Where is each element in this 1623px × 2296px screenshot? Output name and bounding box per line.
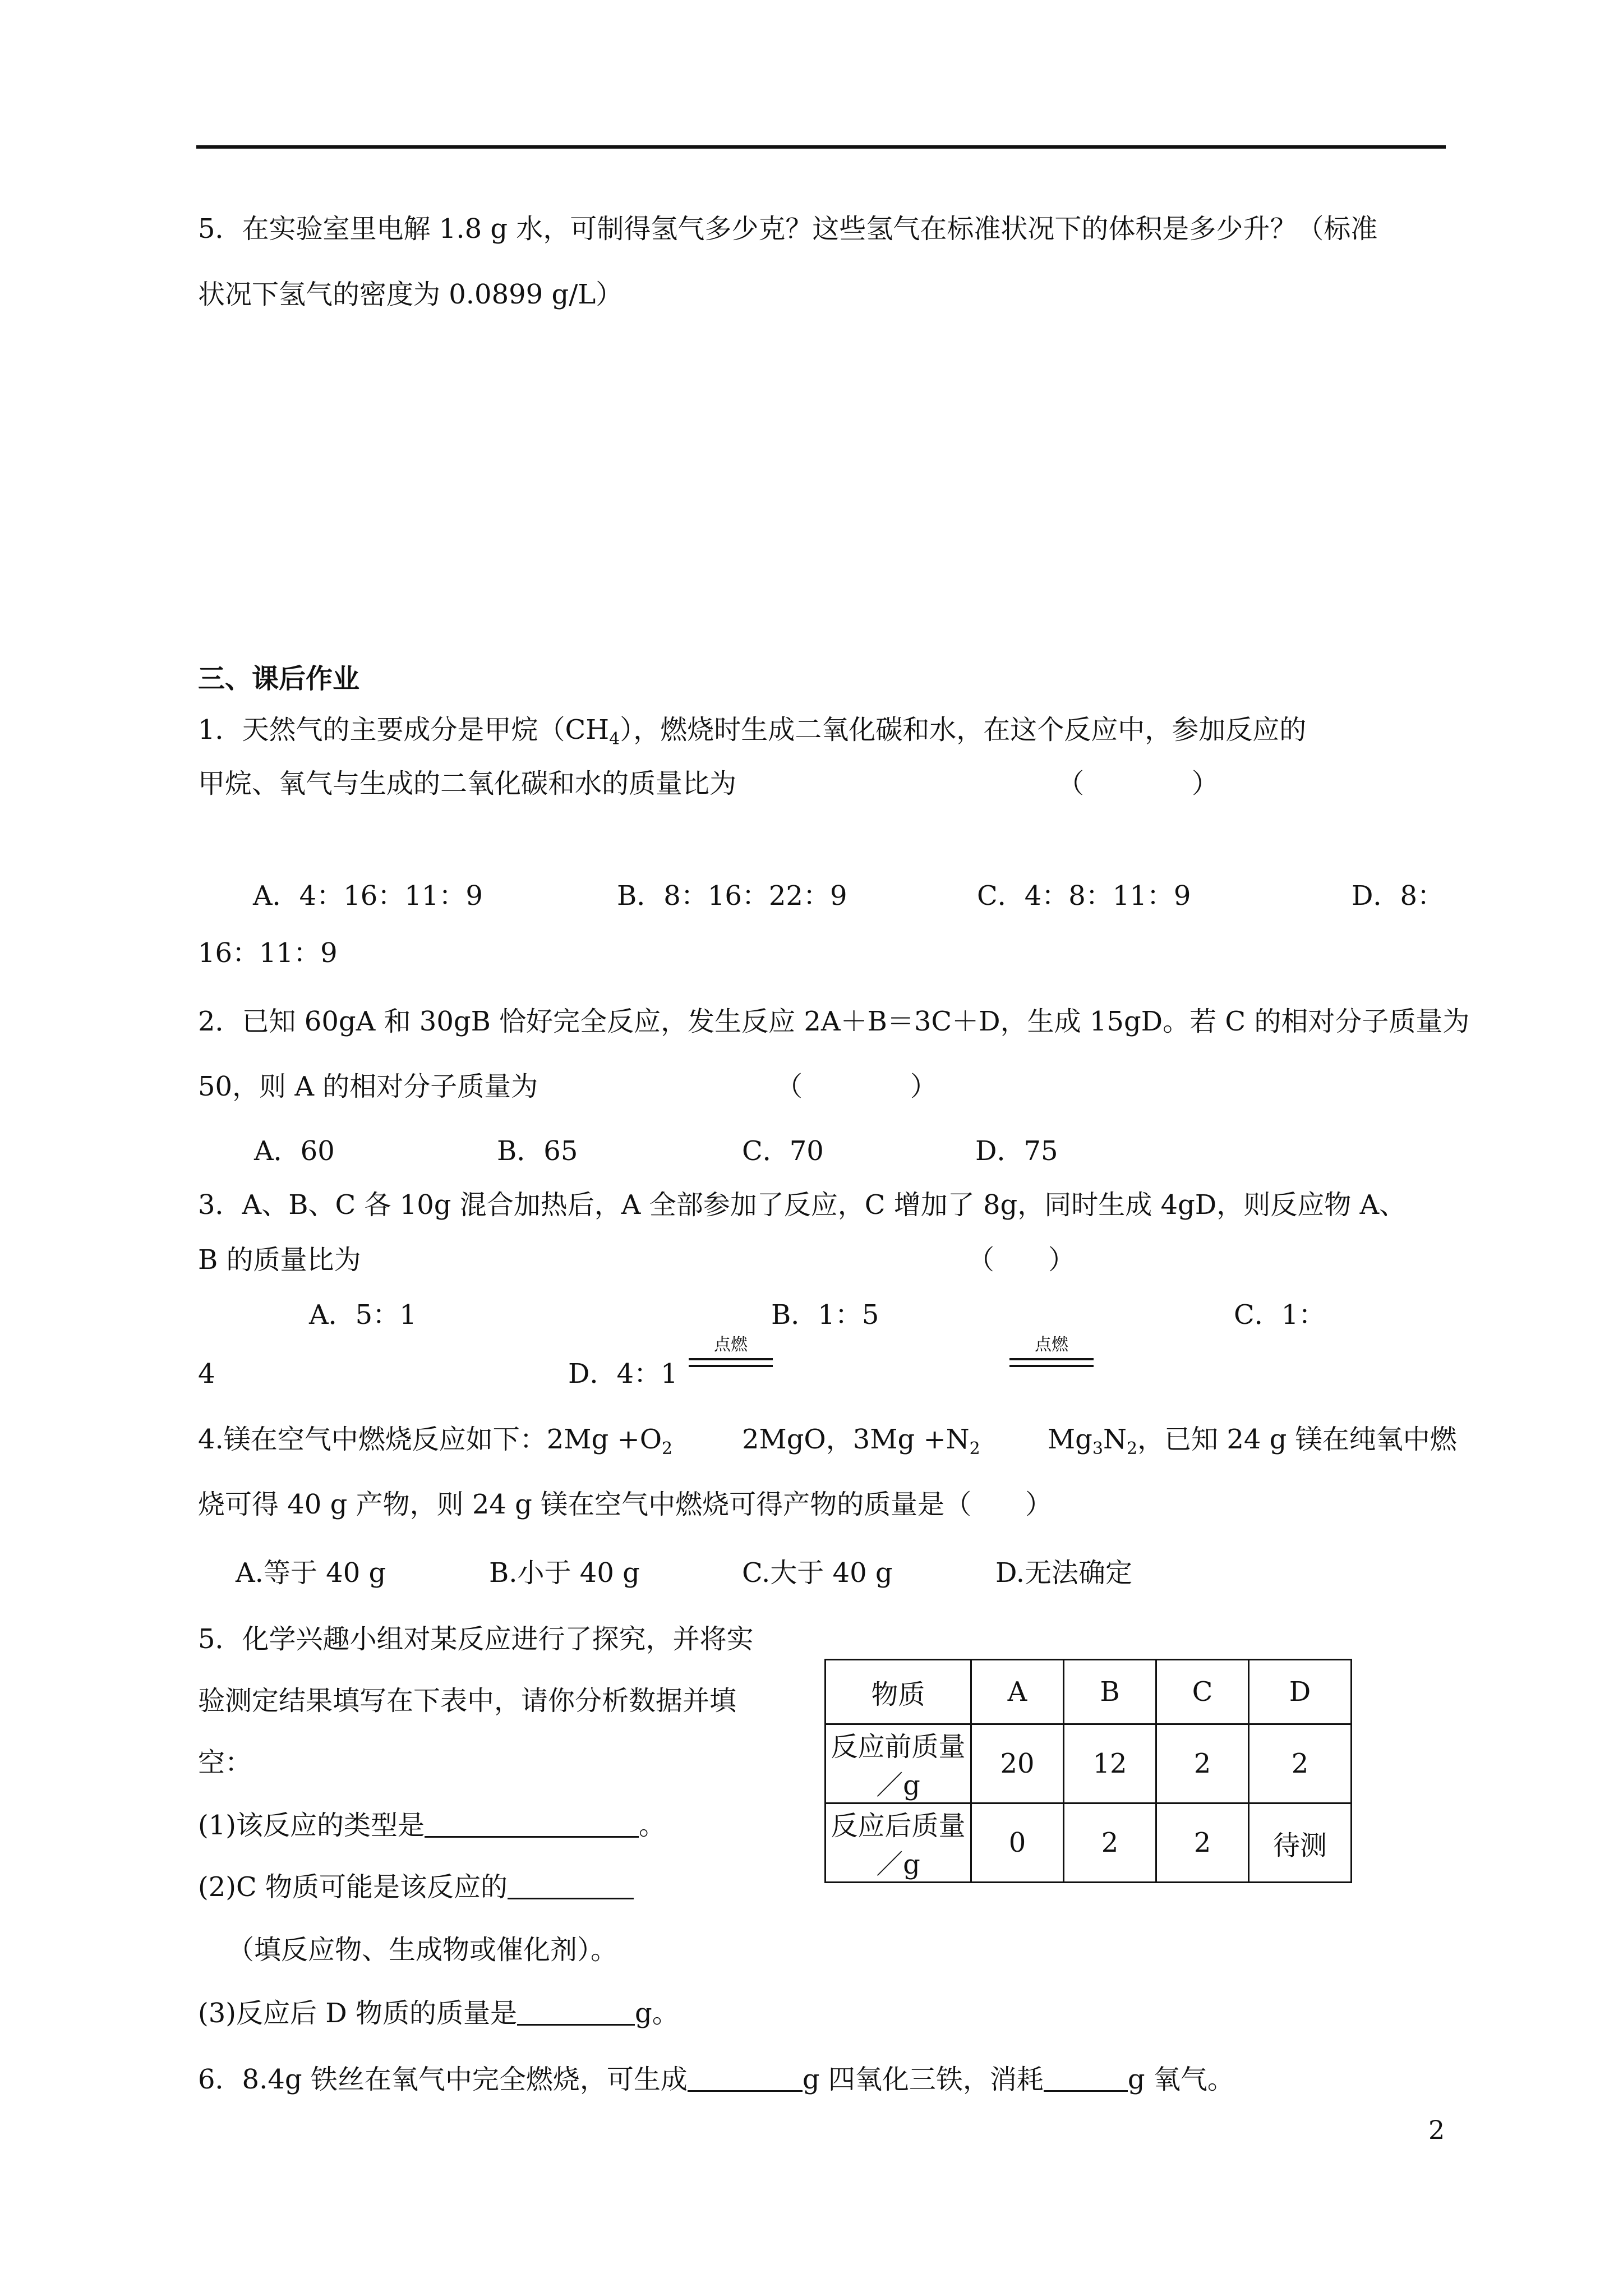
page-number: 2: [1428, 2115, 1445, 2145]
q4-option-a: A.等于 40 g: [236, 1557, 386, 1589]
answer-blank-d-mass[interactable]: [517, 1999, 635, 2026]
q4-option-d: D.无法确定: [995, 1557, 1133, 1589]
header-rule: [196, 145, 1446, 149]
q3-answer-paren: （ ）: [967, 1244, 1076, 1276]
table-cell: 反应前质量／g: [826, 1724, 971, 1803]
q5-line2: 验测定结果填写在下表中，请你分析数据并填: [198, 1685, 737, 1717]
q4-line2: 烧可得 40 g 产物，则 24 g 镁在空气中燃烧可得产物的质量是（ ）: [198, 1489, 1053, 1520]
table-cell: 2: [1249, 1724, 1352, 1803]
reaction-condition-2: 点燃: [1009, 1337, 1094, 1367]
q2-line2: 50，则 A 的相对分子质量为: [198, 1071, 538, 1102]
table-cell: 反应后质量／g: [826, 1803, 971, 1883]
q3-option-b: B．1：5: [771, 1299, 879, 1331]
q1-option-d: D．8：: [1352, 880, 1445, 912]
table-cell: 12: [1064, 1724, 1156, 1803]
q3-option-d: D．4：1: [568, 1358, 678, 1389]
table-cell: 2: [1156, 1803, 1249, 1883]
q4-option-c: C.大于 40 g: [742, 1557, 893, 1589]
q1-option-c: C．4：8：11：9: [977, 880, 1191, 912]
q5-line3: 空：: [198, 1747, 252, 1778]
q5-part1: (1)该反应的类型是 。: [198, 1810, 666, 1841]
q1-line2: 甲烷、氧气与生成的二氧化碳和水的质量比为: [198, 768, 737, 799]
prev-q5-line2: 状况下氢气的密度为 0.0899 g/L）: [198, 279, 623, 310]
q2-option-a: A．60: [254, 1135, 335, 1167]
table-header-row: [826, 1660, 1352, 1724]
q2-line1: 2．已知 60gA 和 30gB 恰好完全反应，发生反应 2A＋B＝3C＋D，生成 15gD。若 C 的相对分子质量为: [198, 1006, 1470, 1037]
q2-answer-paren: （ ）: [776, 1071, 938, 1102]
table-cell: 0: [971, 1803, 1064, 1883]
reaction-condition-1: 点燃: [689, 1337, 773, 1367]
answer-blank-reaction-type[interactable]: [425, 1811, 639, 1838]
q1-option-b: B．8：16：22：9: [617, 880, 847, 912]
q2-option-d: D．75: [975, 1135, 1058, 1167]
q5-part2: (2)C 物质可能是该反应的: [198, 1873, 634, 1901]
q2-option-c: C．70: [742, 1135, 824, 1167]
q6-line: 6．8.4g 铁丝在氧气中完全燃烧，可生成 g 四氧化三铁，消耗 g 氧气。: [198, 2064, 1234, 2095]
mass-data-table: [824, 1659, 1352, 1883]
table-cell: A: [971, 1660, 1064, 1724]
q3-option-c-cont: 4: [198, 1358, 215, 1389]
table-row: [826, 1724, 1352, 1803]
q1-option-a: A．4：16：11：9: [253, 880, 483, 912]
table-cell: 2: [1156, 1724, 1249, 1803]
q1-answer-paren: （ ）: [1057, 768, 1219, 799]
q1-option-d-cont: 16：11：9: [198, 937, 338, 969]
table-cell: D: [1249, 1660, 1352, 1724]
table-cell: B: [1064, 1660, 1156, 1724]
q1-line1: 1．天然气的主要成分是甲烷$(CH_4)$，燃烧时生成二氧化碳和水，在这个反应中，参加反应的: [198, 714, 1307, 749]
q5-part2-note: （填反应物、生成物或催化剂）。: [227, 1934, 618, 1966]
table-cell: 物质: [826, 1660, 971, 1724]
q5-line1: 5．化学兴趣小组对某反应进行了探究，并将实: [198, 1623, 754, 1655]
q3-line1: 3．A、B、C 各 10g 混合加热后，A 全部参加了反应，C 增加了 8g，同时生成 4gD，则反应物 A、: [198, 1189, 1407, 1221]
q2-option-b: B．65: [497, 1135, 578, 1167]
q3-option-a: A．5：1: [309, 1299, 417, 1331]
q4-option-b: B.小于 40 g: [489, 1557, 640, 1589]
q3-option-c: C．1：: [1234, 1299, 1326, 1331]
q3-line2: B 的质量比为: [198, 1244, 361, 1276]
section-title: 三、课后作业: [198, 663, 360, 694]
answer-blank-fe3o4-mass[interactable]: [688, 2065, 803, 2092]
q4-eq-part3: $Mg_3N_2$，已知 24 g 镁在纯氧中燃: [1048, 1424, 1457, 1458]
answer-blank-oxygen-mass[interactable]: [1044, 2065, 1128, 2092]
q4-eq-part2: 2MgO，$3Mg +N_2$: [742, 1424, 980, 1458]
table-row: [826, 1803, 1352, 1883]
table-cell: 20: [971, 1724, 1064, 1803]
table-cell: C: [1156, 1660, 1249, 1724]
q4-eq-part1: 4.镁在空气中燃烧反应如下：$2Mg +O_2$: [198, 1424, 673, 1458]
table-cell: 2: [1064, 1803, 1156, 1883]
answer-blank-c-role[interactable]: [508, 1873, 634, 1899]
table-cell: 待测: [1249, 1803, 1352, 1883]
prev-q5-line1: 5．在实验室里电解 1.8 g 水，可制得氢气多少克？这些氢气在标准状况下的体积是多少升？（标准: [198, 213, 1378, 245]
q5-part3: (3)反应后 D 物质的质量是 g。: [198, 1998, 679, 2029]
